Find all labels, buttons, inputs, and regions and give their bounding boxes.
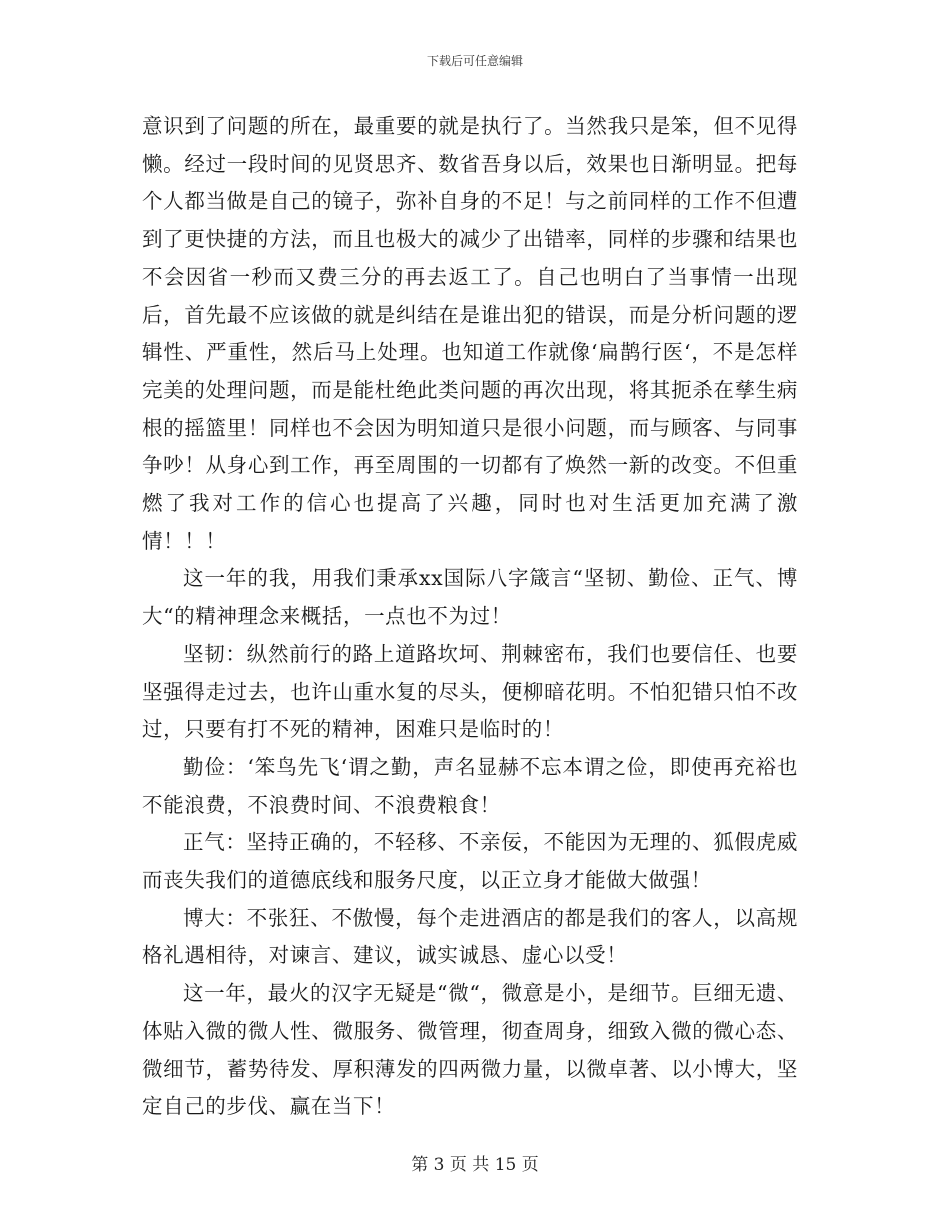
paragraph-qinjian: 勤俭：‘笨鸟先飞‘谓之勤，声名显赫不忘本谓之俭，即使再充裕也不能浪费，不浪费时间、不浪费粮食！ bbox=[142, 754, 798, 817]
paragraph-wei: 这一年，最火的汉字无疑是“微“，微意是小，是细节。巨细无遗、体贴入微的微人性、微服务、微管理，彻查周身，细致入微的微心态、微细节，蓄势待发、厚积薄发的四两微力量，以微卓著、以小博大，坚定自己的步伐、赢在当下！ bbox=[142, 981, 798, 1119]
document-body bbox=[142, 108, 798, 1126]
paragraph-continuation: 意识到了问题的所在，最重要的就是执行了。当然我只是笨，但不见得懒。经过一段时间的见贤思齐、数省吾身以后，效果也日渐明显。把每个人都当做是自己的镜子，弥补自身的不足！与之前同样的工作不但遭到了更快捷的方法，而且也极大的减少了出错率，同样的步骤和结果也不会因省一秒而又费三分的再去返工了。自己也明白了当事情一出现后，首先最不应该做的就是纠结在是谁出犯的错误，而是分析问题的逻辑性、严重性，然后马上处理。也知道工作就像‘扁鹊行医‘，不是怎样完美的处理问题，而是能杜绝此类问题的再次出现，将其扼杀在孳生病根的摇篮里！同样也不会因为明知道只是很小问题，而与顾客、与同事争吵！从身心到工作，再至周围的一切都有了焕然一新的改变。不但重燃了我对工作的信心也提高了兴趣，同时也对生活更加充满了激情！！！ bbox=[142, 114, 798, 553]
paragraph-year-summary: 这一年的我，用我们秉承xx国际八字箴言“坚韧、勤俭、正气、博大“的精神理念来概括，一点也不为过！ bbox=[142, 566, 798, 629]
paragraph-boda: 博大：不张狂、不傲慢，每个走进酒店的都是我们的客人，以高规格礼遇相待，对谏言、建议，诚实诚恳、虚心以受！ bbox=[142, 905, 798, 968]
page-number-footer: 第 3 页 共 15 页 bbox=[411, 1155, 539, 1175]
page-header: 下载后可任意编辑 bbox=[426, 54, 523, 68]
paragraph-jianren: 坚韧：纵然前行的路上道路坎坷、荆棘密布，我们也要信任、也要坚强得走过去，也许山重水复的尽头，便柳暗花明。不怕犯错只怕不改过，只要有打不死的精神，困难只是临时的！ bbox=[142, 641, 798, 742]
paragraph-zhengqi: 正气：坚持正确的，不轻移、不亲佞，不能因为无理的、狐假虎威而丧失我们的道德底线和服务尺度，以正立身才能做大做强！ bbox=[142, 830, 798, 893]
